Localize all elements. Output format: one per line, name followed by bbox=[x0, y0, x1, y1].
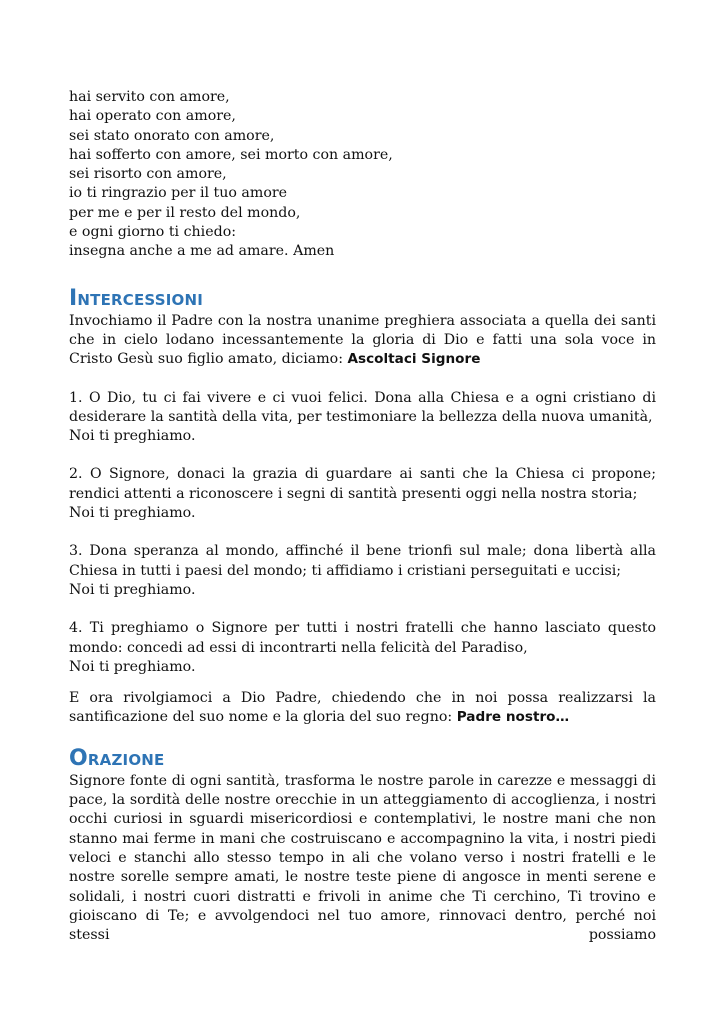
intercessioni-response: Ascoltaci Signore bbox=[347, 351, 481, 368]
closing-bold: Padre nostro… bbox=[456, 709, 570, 726]
poem-line: hai sofferto con amore, sei morto con amore, bbox=[69, 146, 393, 163]
intercession-text: 1. O Dio, tu ci fai vivere e ci vuoi felici. Dona alla Chiesa e a ogni cristiano di desiderare la santità della vita, per testimoniare la bellezza della nuova umanità, bbox=[69, 389, 656, 425]
poem-line: io ti ringrazio per il tuo amore bbox=[69, 185, 288, 202]
intercessioni-intro bbox=[69, 312, 656, 370]
intercessioni-heading: Intercessioni bbox=[69, 285, 204, 311]
intercession-response: Noi ti preghiamo. bbox=[69, 581, 196, 598]
poem-line: hai servito con amore, bbox=[69, 89, 230, 105]
poem-line: hai operato con amore, bbox=[69, 108, 236, 125]
intercession-item-1 bbox=[69, 389, 656, 447]
intercession-item-2 bbox=[69, 465, 656, 523]
intercession-response: Noi ti preghiamo. bbox=[69, 658, 196, 675]
intercession-text: 3. Dona speranza al mondo, affinché il bene trionfi sul male; dona libertà alla Chiesa in tutti i paesi del mondo; ti affidiamo i cristiani perseguitati e uccisi; bbox=[69, 543, 656, 579]
intercessioni-intro-text: Invochiamo il Padre con la nostra unanime preghiera associata a quella dei santi che in cielo lodano incessantemente la gloria di Dio e fatti una sola voce in Cristo Gesù suo figlio amato, diciamo: bbox=[69, 312, 656, 368]
poem-line: insegna anche a me ad amare. Amen bbox=[69, 243, 335, 260]
intercession-text: 4. Ti preghiamo o Signore per tutti i nostri fratelli che hanno lasciato questo mondo: concedi ad essi di incontrarti nella felicità del Paradiso, bbox=[69, 620, 656, 656]
intercessioni-closing bbox=[69, 689, 656, 728]
poem-line: per me e per il resto del mondo, bbox=[69, 204, 301, 221]
intercession-response: Noi ti preghiamo. bbox=[69, 428, 196, 445]
poem-line: sei stato onorato con amore, bbox=[69, 127, 275, 144]
poem-line: sei risorto con amore, bbox=[69, 166, 227, 183]
intercession-item-4 bbox=[69, 619, 656, 677]
intercession-item-3 bbox=[69, 542, 656, 600]
orazione-text: Signore fonte di ogni santità, trasforma le nostre parole in carezze e messaggi di pace, la sordità delle nostre orecchie in un atteggiamento di accoglienza, i nostri occhi curiosi in sguardi misericordiosi e contemplativi, le nostre mani che non stanno mai ferme in mani che costruiscano e accompagnino la vita, i nostri piedi veloci e stanchi allo stesso tempo in ali che volano verso i nostri fratelli e le nostre sorelle sempre amati, le nostre teste piene di angosce in menti serene e solidali, i nostri cuori distratti e frivoli in anime che Ti cerchino, Ti trovino e gioiscano di Te; e avvolgendoci nel tuo amore, rinnovaci dentro, perché noi stessi possiamo bbox=[69, 772, 656, 944]
intercession-text: 2. O Signore, donaci la grazia di guardare ai santi che la Chiesa ci propone; rendici attenti a riconoscere i segni di santità presenti oggi nella nostra storia; bbox=[69, 466, 656, 502]
poem-line: e ogni giorno ti chiedo: bbox=[69, 224, 237, 241]
document-page bbox=[69, 88, 656, 945]
prayer-poem bbox=[69, 88, 656, 262]
intercession-response: Noi ti preghiamo. bbox=[69, 505, 196, 522]
closing-text: E ora rivolgiamoci a Dio Padre, chiedendo che in noi possa realizzarsi la santificazione del suo nome e la gloria del suo regno: bbox=[69, 690, 656, 726]
orazione-heading: Orazione bbox=[69, 745, 165, 771]
